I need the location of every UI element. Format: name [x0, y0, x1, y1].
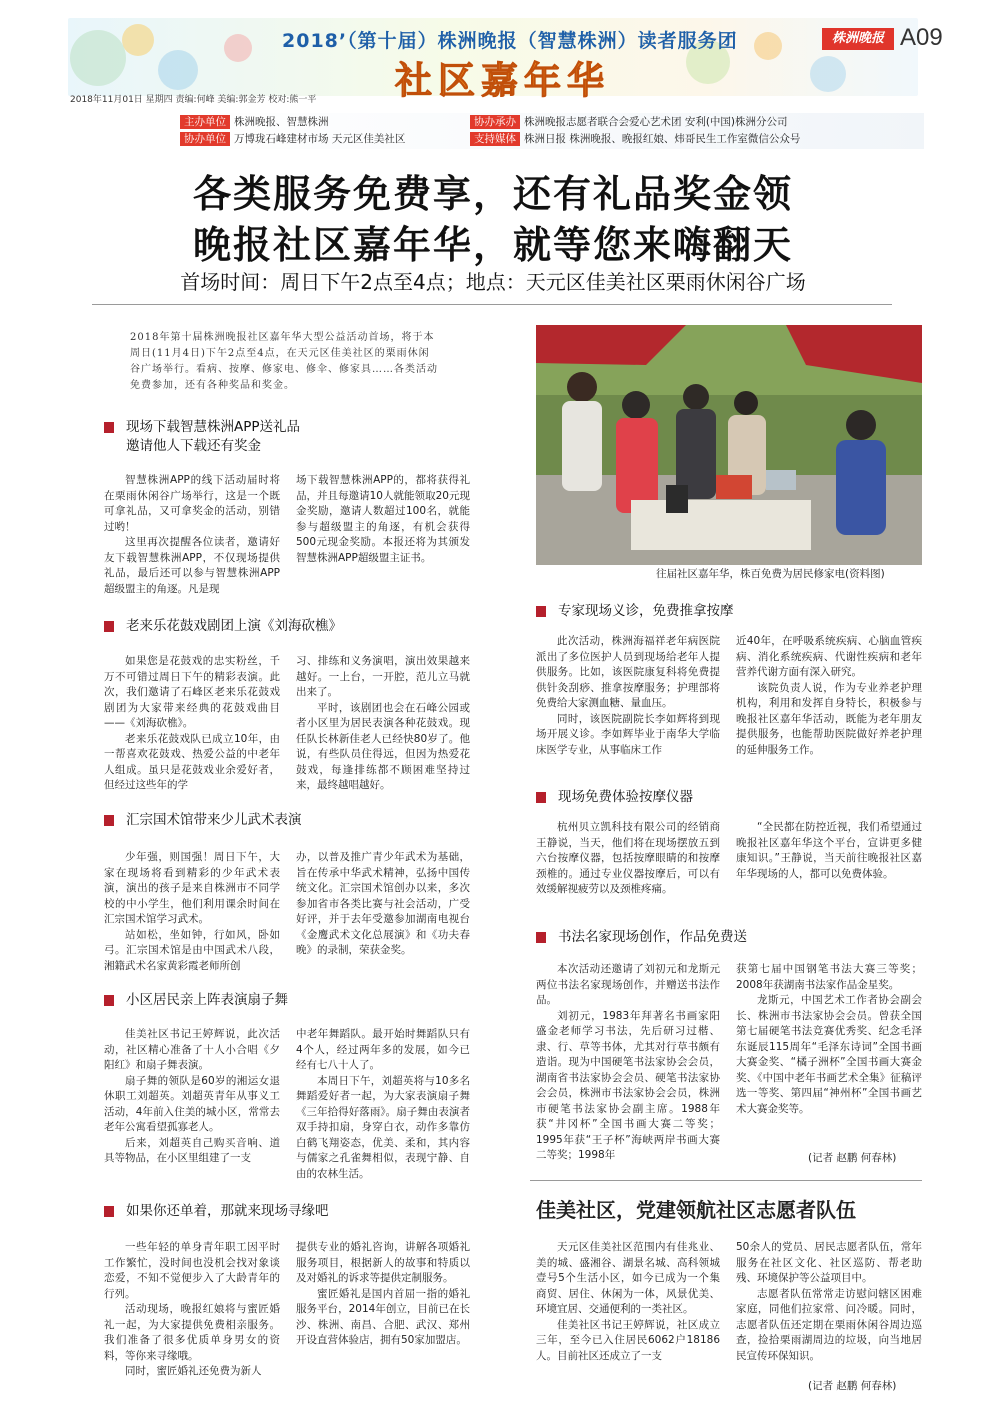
page-number: A09	[900, 24, 943, 51]
section-marker	[104, 1206, 114, 1217]
headline-line-2: 晚报社区嘉年华，就等您来嗨翻天	[192, 223, 793, 267]
section-title-martial: 汇宗国术馆带来少儿武术表演	[104, 812, 424, 832]
headline-subtitle: 首场时间：周日下午2点至4点；地点：天元区佳美社区栗雨休闲谷广场	[180, 270, 806, 294]
section-title-massage: 现场免费体验按摩仪器	[536, 789, 876, 809]
organizer-co: 协办单位 万博珑石峰建材市场 天元区佳美社区	[180, 131, 405, 146]
box-top-rule	[530, 1180, 922, 1181]
section-martial-col1: 少年强，则国强！周日下午，大家在现场将看到精彩的少年武术表演，演出的孩子是来自株洲市不同学校的中小学生，他们利用课余时间在汇宗国术馆学习武术。 站如松，坐如钟，行如风，卧如弓。汇宗国术馆是由中国武术八段，湘籍武术名家黄彩霞老师所创	[104, 851, 280, 972]
section-fan-dance-col2: 中老年舞蹈队。最开始时舞蹈队只有4个人，经过两年多的发展，如今已经有七八十人了。 本周日下午，刘超英将与10多名舞蹈爱好者一起，为大家表演扇子舞《三年拾得好落雨》。扇子舞由表演者双手持扣扇，身穿白衣，动作多靠仿白鹤飞翔姿态，优美、柔和，其内容与儒家之孔雀舞相似，表现宁静、自由的农林生活。	[296, 1028, 470, 1180]
section-app-col1: 智慧株洲APP的线下活动届时将在栗雨休闲谷广场举行，这是一个既可拿礼品，又可拿奖金的活动，别错过哟！ 这里再次提醒各位读者，邀请好友下载智慧株洲APP，不仅现场提供礼品，最后还可以参与智慧株洲APP超级盟主的角逐。凡是现	[104, 474, 280, 595]
section-title-calligraphy: 书法名家现场创作，作品免费送	[536, 929, 876, 949]
headline-line-1: 各类服务免费享，还有礼品奖金领	[192, 172, 793, 216]
organizer-undertake: 协办承办 株洲晚报志愿者联合会爱心艺术团 安利(中国)株洲分公司	[470, 114, 788, 129]
section-martial-col2: 办，以普及推广青少年武术为基础，旨在传承中华武术精神，弘扬中国传统文化。汇宗国术馆创办以来，多次参加省市各类比赛与社会活动，广受好评，并于去年受邀参加湖南电视台《金鹰武术文化总展演》和《功夫春晚》的录制，荣获金奖。	[296, 851, 470, 956]
event-photo	[536, 325, 922, 565]
date-line: 2018年11月01日 星期四 责编:何峰 美编:郭金芳 校对:熊一平	[70, 95, 317, 105]
section-massage-col2: “全民都在防控近视，我们希望通过晚报社区嘉年华这个平台，宣讲更多健康知识。”王静说，当天前往晚报社区嘉年华现场的人，都可以免费体验。	[736, 821, 922, 880]
headline-rule	[92, 304, 892, 305]
section-title-opera: 老来乐花鼓戏剧团上演《刘海砍樵》	[104, 618, 424, 638]
section-app-col2: 场下载智慧株洲APP的，都将获得礼品，并且每邀请10人就能领取20元现金奖励，邀请人数超过100名，就能参与超级盟主的角逐，有机会获得500元现金奖励。本报还将为其颁发智慧株洲APP超级盟主证书。	[296, 474, 470, 564]
section-marker	[104, 815, 114, 826]
organizer-host: 主办单位 株洲晚报、智慧株洲	[180, 114, 329, 129]
section-marker	[104, 422, 114, 433]
section-marker	[536, 792, 546, 803]
organizer-media: 支持媒体 株洲日报 株洲晚报、晚报红娘、炜哥民生工作室微信公众号	[470, 131, 800, 146]
section-matchmaking-col2: 提供专业的婚礼咨询，讲解各项婚礼服务项目，根据新人的故事和特质以及对婚礼的诉求等提供定制服务。 蜜匠婚礼是国内首屈一指的婚礼服务平台，2014年创立，目前已在长沙、株洲、南昌、合肥、武汉、郑州开设直营体验店，拥有50家加盟店。	[296, 1241, 470, 1346]
section-calligraphy-col2: 获第七届中国钢笔书法大赛三等奖；2008年获湖南书法家作品金星奖。 龙斯元，中国艺术工作者协会副会长、株洲市书法家协会会员。曾获全国第七届硬笔书法竞赛优秀奖、纪念毛泽东诞辰115周年“毛泽东诗词”全国书画大赛金奖、“橘子洲杯”全国书画大赛金奖、《中国中老年书画艺术全集》征稿评选一等奖、第四届“神州杯”全国书画艺术大赛金奖等。	[736, 963, 922, 1115]
section-marker	[536, 932, 546, 943]
calligraphy-byline: (记者 赵鹏 何春林)	[808, 1152, 897, 1164]
section-clinic-col2: 近40年，在呼吸系统疾病、心脑血管疾病、消化系统疾病、代谢性疾病和老年营养代谢方面有深入研究。 该院负责人说，作为专业养老护理机构，利用和发挥自身特长，积极参与晚报社区嘉年华活动，既能为老年朋友提供服务，也能帮助医院做好养老护理的延伸服务工作。	[736, 635, 922, 756]
section-title-app: 现场下载智慧株洲APP送礼品 邀请他人下载还有奖金	[104, 419, 404, 459]
section-marker	[104, 995, 114, 1006]
section-opera-col1: 如果您是花鼓戏的忠实粉丝，千万不可错过周日下午的精彩表演。此次，我们邀请了石峰区老来乐花鼓戏剧团为大家带来经典的花鼓戏曲目——《刘海砍樵》。 老来乐花鼓戏队已成立10年，由一帮喜欢花鼓戏、热爱公益的中老年人组成。虽只是花鼓戏业余爱好者，但经过这些年的学	[104, 655, 280, 791]
section-marker	[536, 606, 546, 617]
photo-illustration	[536, 325, 922, 565]
banner-title: 2018’（第十届）株洲晚报（智慧株洲）读者服务团	[282, 30, 738, 52]
community-byline: (记者 赵鹏 何春林)	[808, 1380, 897, 1392]
section-title-matchmaking: 如果你还单着，那就来现场寻缘吧	[104, 1203, 424, 1223]
section-massage-col1: 杭州贝立凯科技有限公司的经销商王静说，当天，他们将在现场摆放五到六台按摩仪器，包括按摩眼睛的和按摩颈椎的。通过专业仪器按摩后，可以有效缓解视疲劳以及颈椎疼痛。	[536, 821, 720, 895]
section-marker	[104, 621, 114, 632]
intro-paragraph: 2018年第十届株洲晚报社区嘉年华大型公益活动首场，将于本周日(11月4日)下午2点至4点，在天元区佳美社区的栗雨休闲谷广场举行。看病、按摩、修家电、修伞、修家具……各类活动免费参加，还有各种奖品和奖金。	[130, 332, 438, 391]
section-calligraphy-col1: 本次活动还邀请了刘初元和龙斯元两位书法名家现场创作，并赠送书法作品。 刘初元，1983年拜著名书画家阳盛金老师学习书法，先后研习过楷、隶、行、草等书体，尤其对行草书颇有造诣。现为中国硬笔书法家协会会员，湖南省书法家协会会员、硬笔书法家协会会员，株洲市书法家协会会员，株洲市硬笔书法家协会副主席。1988年获“井冈杯”全国书画大赛二等奖；1995年获“王子杯”海峡两岸书画大赛二等奖；1998年	[536, 963, 720, 1161]
community-col2: 50余人的党员、居民志愿者队伍，常年服务在社区文化、社区巡防、帮老助残、环境保护等公益项目中。 志愿者队伍常常走访慰问辖区困难家庭，同他们拉家常、问冷暖。同时，志愿者队伍还定期在栗雨休闲谷周边巡查，捡拾栗雨湖周边的垃圾，向当地居民宣传环保知识。	[736, 1241, 922, 1362]
community-box-title: 佳美社区，党建领航社区志愿者队伍	[536, 1198, 856, 1222]
section-clinic-col1: 此次活动，株洲海福祥老年病医院派出了多位医护人员到现场给老年人提供服务。比如，该医院康复科将免费提供针灸刮痧、推拿按摩服务；护理部将免费给大家测血糖、量血压。 同时，该医院副院长李如辉将到现场开展义诊。李如辉毕业于南华大学临床医学专业，从事临床工作	[536, 635, 720, 756]
section-title-clinic: 专家现场义诊，免费推拿按摩	[536, 603, 876, 623]
section-matchmaking-col1: 一些年轻的单身青年职工因平时工作繁忙，没时间也没机会找对象谈恋爱，不知不觉便步入了大龄青年的行列。 活动现场，晚报红娘将与蜜匠婚礼一起，为大家提供免费相亲服务。我们准备了很多优质单身男女的资料，等你来寻缘哦。 同时，蜜匠婚礼还免费为新人	[104, 1241, 280, 1377]
section-opera-col2: 习、排练和义务演唱，演出效果越来越好。一上台，一开腔，范儿立马就出来了。 平时，该剧团也会在石峰公园或者小区里为居民表演各种花鼓戏。现任队长林新佳老人已经快80岁了。他说，有些队员住得远，但因为热爱花鼓戏，每逢排练都不顾困难坚持过来，最终越唱越好。	[296, 655, 470, 791]
community-col1: 天元区佳美社区范围内有佳兆业、美的城、盛湘谷、湖景名城、高科领城壹号5个生活小区，如今已成为一个集商贸、居住、休闲为一体，风景优美、环境宜居、交通便利的一类社区。 佳美社区书记王婷辉说，社区成立三年，至今已入住居民6062户18186人。目前社区还成立了一支	[536, 1241, 720, 1362]
section-fan-dance-col1: 佳美社区书记王婷辉说，此次活动，社区精心准备了十人小合唱《夕阳红》和扇子舞表演。 扇子舞的领队是60岁的湘运女退休职工刘超英。刘超英青年从事义工活动，4年前入住美的城小区，常常去老年公寓看望孤寡老人。 后来，刘超英自己购买音响、道具等物品，在小区里组建了一支	[104, 1028, 280, 1164]
newspaper-logo: 株洲晚报	[822, 28, 894, 50]
banner-main-title: 社区嘉年华	[395, 59, 610, 102]
photo-caption: 往届社区嘉年华，株百免费为居民修家电(资料图)	[656, 568, 885, 580]
section-title-fan-dance: 小区居民亲上阵表演扇子舞	[104, 992, 424, 1012]
